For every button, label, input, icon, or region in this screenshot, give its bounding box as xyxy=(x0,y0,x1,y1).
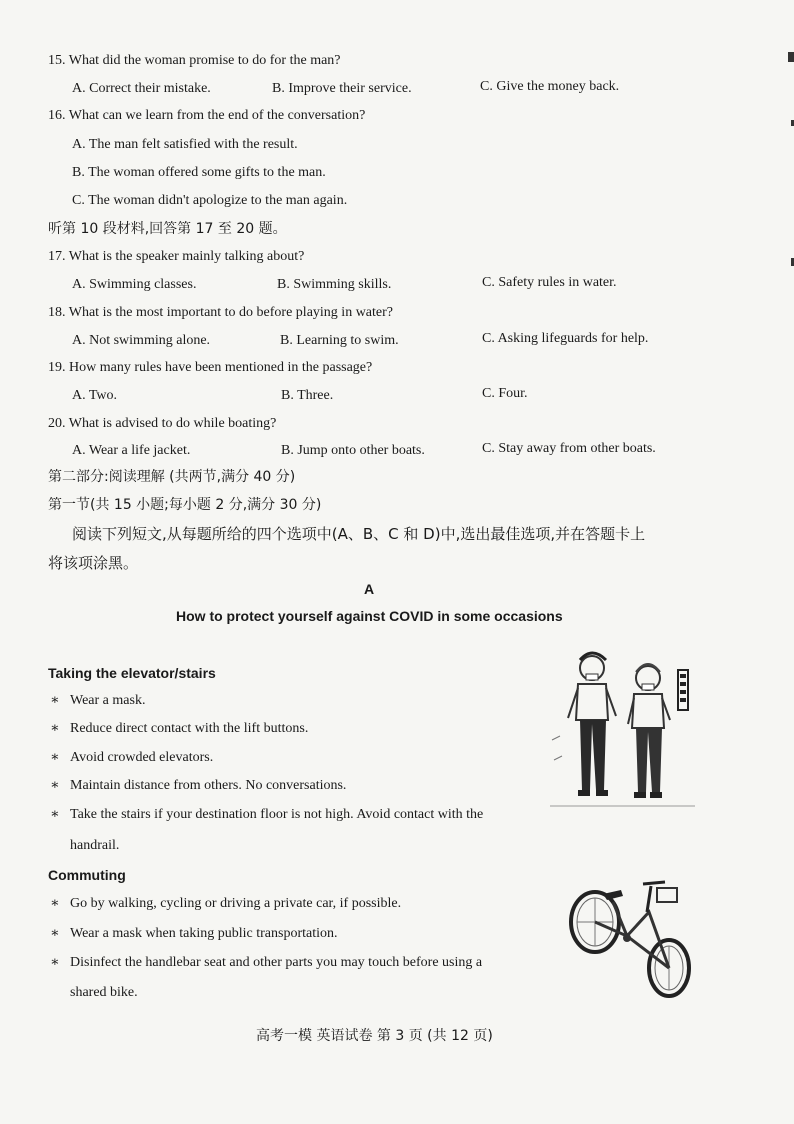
passage-title: How to protect yourself against COVID in some occasions xyxy=(176,608,563,624)
page-footer: 高考一模 英语试卷 第 3 页 (共 12 页) xyxy=(256,1028,493,1044)
elevator-item-text: Wear a mask. xyxy=(70,693,146,708)
q16-option-b: B. The woman offered some gifts to the man. xyxy=(72,165,326,180)
q15-option-b: B. Improve their service. xyxy=(272,81,412,96)
bullet-mark: ∗ xyxy=(50,926,60,941)
question-19: 19. How many rules have been mentioned in the passage? xyxy=(48,360,373,375)
elevator-item-text: Reduce direct contact with the lift buttons. xyxy=(70,721,309,736)
part-2-heading: 第二部分:阅读理解 (共两节,满分 40 分) xyxy=(48,469,296,485)
elevator-item-continuation: handrail. xyxy=(70,838,120,853)
q15-option-a: A. Correct their mistake. xyxy=(72,81,211,96)
question-20: 20. What is advised to do while boating? xyxy=(48,416,277,431)
q18-option-b: B. Learning to swim. xyxy=(280,333,399,348)
elevator-item xyxy=(50,720,308,738)
bullet-mark: ∗ xyxy=(50,955,60,970)
commuting-item-text: Wear a mask when taking public transportation. xyxy=(70,926,338,941)
bullet-mark: ∗ xyxy=(50,750,60,765)
elevator-item-text: Maintain distance from others. No conversations. xyxy=(70,778,347,793)
commuting-item xyxy=(50,954,482,972)
q16-option-a: A. The man felt satisfied with the result. xyxy=(72,137,298,152)
commuting-heading: Commuting xyxy=(48,867,126,883)
bullet-mark: ∗ xyxy=(50,721,60,736)
question-16: 16. What can we learn from the end of the conversation? xyxy=(48,108,366,123)
q15-option-c: C. Give the money back. xyxy=(480,79,620,94)
q19-option-c: C. Four. xyxy=(482,386,528,401)
reading-instruction-line-1: 阅读下列短文,从每题所给的四个选项中(A、B、C 和 D)中,选出最佳选项,并在答题卡上 xyxy=(72,525,646,543)
scan-edge-mark xyxy=(788,52,794,62)
commuting-item xyxy=(50,895,401,913)
section-10-instruction: 听第 10 段材料,回答第 17 至 20 题。 xyxy=(48,221,287,237)
elevator-item-text: Take the stairs if your destination floor is not high. Avoid contact with the xyxy=(70,807,484,822)
q16-option-c: C. The woman didn't apologize to the man again. xyxy=(72,193,348,208)
bullet-mark: ∗ xyxy=(50,693,60,708)
elevator-item xyxy=(50,749,213,767)
q19-option-a: A. Two. xyxy=(72,388,118,403)
q18-option-c: C. Asking lifeguards for help. xyxy=(482,331,649,346)
q17-option-b: B. Swimming skills. xyxy=(277,277,392,292)
q20-option-c: C. Stay away from other boats. xyxy=(482,441,656,456)
question-17: 17. What is the speaker mainly talking about? xyxy=(48,249,305,264)
elevator-people-illustration-icon xyxy=(550,640,695,810)
elevator-heading: Taking the elevator/stairs xyxy=(48,665,216,681)
q18-option-a: A. Not swimming alone. xyxy=(72,333,211,348)
bicycle-illustration-icon xyxy=(565,872,695,1002)
q17-option-c: C. Safety rules in water. xyxy=(482,275,617,290)
commuting-item xyxy=(50,925,338,943)
q20-option-b: B. Jump onto other boats. xyxy=(281,443,425,458)
commuting-item-text: Go by walking, cycling or driving a private car, if possible. xyxy=(70,896,402,911)
q20-option-a: A. Wear a life jacket. xyxy=(72,443,191,458)
q19-option-b: B. Three. xyxy=(281,388,334,403)
bullet-mark: ∗ xyxy=(50,896,60,911)
commuting-item-text: Disinfect the handlebar seat and other parts you may touch before using a xyxy=(70,955,483,970)
commuting-item-continuation: shared bike. xyxy=(70,985,138,1000)
elevator-item xyxy=(50,806,483,824)
elevator-item xyxy=(50,777,346,795)
section-1-heading: 第一节(共 15 小题;每小题 2 分,满分 30 分) xyxy=(48,497,322,513)
question-18: 18. What is the most important to do before playing in water? xyxy=(48,305,393,320)
elevator-item-text: Avoid crowded elevators. xyxy=(70,750,214,765)
passage-letter: A xyxy=(364,581,375,597)
elevator-item xyxy=(50,692,145,710)
bullet-mark: ∗ xyxy=(50,807,60,822)
question-15: 15. What did the woman promise to do for the man? xyxy=(48,53,341,68)
q17-option-a: A. Swimming classes. xyxy=(72,277,197,292)
reading-instruction-line-2: 将该项涂黑。 xyxy=(48,554,139,572)
bullet-mark: ∗ xyxy=(50,778,60,793)
